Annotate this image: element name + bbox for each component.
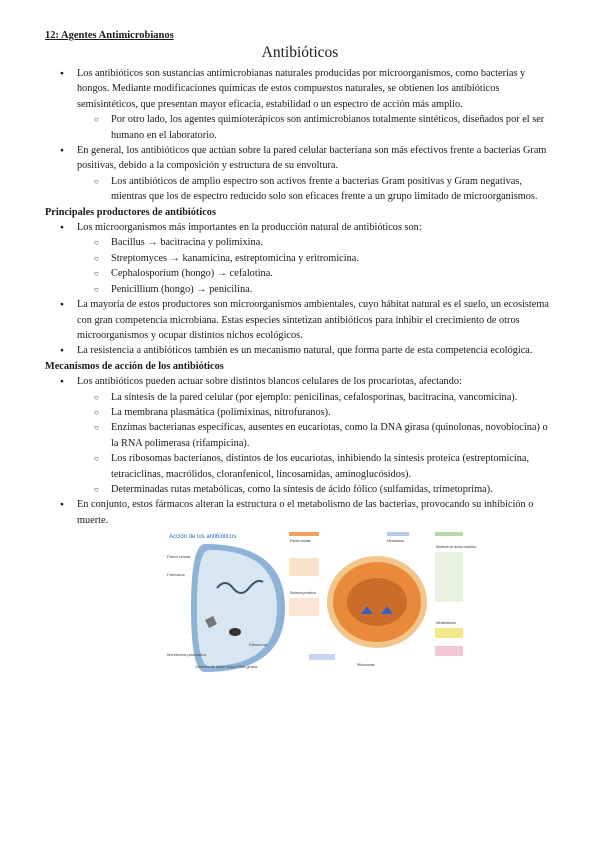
list-item <box>45 66 557 143</box>
producers-list <box>45 220 557 359</box>
figure-right-label: Ribosomas <box>357 663 375 668</box>
list-item: ○ Enzimas bacterianas específicas, ausentes en eucariotas, como la DNA girasa (quinolonas, novobiocina) o la RNA polimerasa (rifampicina). <box>77 420 557 451</box>
label-box <box>435 646 463 656</box>
figure-right-label: Pared celular <box>290 539 311 544</box>
figure-left-title: Acción de los antibióticos <box>169 534 237 541</box>
nucleoid-shape <box>347 578 407 626</box>
label-box <box>435 552 463 602</box>
intro-list <box>45 66 557 205</box>
figure-left-label: DNA girasa <box>237 664 258 670</box>
figure-left-label: Síntesis de ácido fólico <box>195 664 236 670</box>
list-item: ○ Cephalosporium (hongo) → cefalotina. <box>77 266 557 281</box>
list-item: ○ Los ribosomas bacterianos, distintos de los eucariotas, inhibiendo la síntesis proteica (estreptomicina, tetraciclinas, macrólidos, cloranfenicol, lincosamidas, aminoglucósidos). <box>77 451 557 482</box>
chapter-heading: 12: Agentes Antimicrobianos <box>45 30 174 41</box>
list-item <box>45 143 557 205</box>
label-box <box>309 654 335 660</box>
list-item: ○ La membrana plasmática (polimixinas, nitrofuranos). <box>77 405 557 420</box>
list-item: ● La resistencia a antibióticos también es un mecanismo natural, que forma parte de esta competencia ecológica. <box>45 343 557 358</box>
ribosome-shape <box>229 628 241 636</box>
figure-right-label: Metabolismo <box>436 621 456 626</box>
label-box <box>289 532 319 536</box>
label-box <box>435 532 463 536</box>
label-box <box>289 598 319 616</box>
label-box <box>435 628 463 638</box>
list-item: ○ Por otro lado, los agentes quimioterápicos son antimicrobianos totalmente sintéticos, diseñados por el ser humano en el laboratorio. <box>77 112 557 143</box>
list-item: ○ La síntesis de la pared celular (por ejemplo: penicilinas, cefalosporinas, bacitracina, vancomicina). <box>77 390 557 405</box>
list-item: ○ Bacillus → bacitracina y polimixina. <box>77 235 557 250</box>
figure-left-svg <box>165 528 281 674</box>
section-heading-mechanisms: Mecanismos de acción de los antibióticos <box>45 360 224 372</box>
figure-right-label: Síntesis proteica <box>290 591 316 596</box>
sub-list <box>77 112 557 143</box>
list-item <box>45 374 557 497</box>
intro-paragraph-1: Los antibióticos son sustancias antimicrobianas naturales producidas por microorganismos, como bacterias y hongos. Mediante modificaciones químicas de estos compuestos naturales, se obtienen los antibióticos semisintéticos, que presentan mayor eficacia, estabilidad o un espectro de acción más amplio. <box>77 68 526 110</box>
label-box <box>387 532 409 536</box>
label-box <box>289 558 319 576</box>
producers-sub-list <box>77 235 557 297</box>
document-body <box>45 66 557 678</box>
figure-right-svg <box>287 528 477 674</box>
mechanisms-list <box>45 374 557 528</box>
page-title: Antibióticos <box>261 44 339 61</box>
mechanisms-lead: Los antibióticos pueden actuar sobre distintos blancos celulares de los procariotas, afectando: <box>77 376 462 388</box>
list-item: ● La mayoría de estos productores son microorganismos ambientales, cuyo hábitat natural es el suelo, un ecosistema con gran competencia microbiana. Estas especies sintetizan antibióticos para inhibir el crecimiento de otros microorganismos y ocupar distintos nichos ecológicos. <box>45 297 557 343</box>
figure-left-label: Pared celular <box>167 554 191 560</box>
figure-left-label: Membrana plasmática <box>167 652 207 658</box>
producers-lead: Los microorganismos más importantes en la producción natural de antibióticos son: <box>77 222 422 234</box>
figure-antibiotic-targets <box>287 528 477 674</box>
section-heading-producers: Principales productores de antibióticos <box>45 206 216 218</box>
figures-row <box>45 528 557 678</box>
figure-right-label: Síntesis de ácido nucleico <box>436 545 477 550</box>
figure-left-label: Fármacos <box>167 572 185 578</box>
mechanisms-sub-list <box>77 390 557 498</box>
list-item <box>45 220 557 297</box>
figure-right-label: Membrana <box>387 539 404 544</box>
list-item: ○ Penicillium (hongo) → penicilina. <box>77 282 557 297</box>
list-item: ● En conjunto, estos fármacos alteran la estructura o el metabolismo de las bacterias, provocando su inhibición o muerte. <box>45 497 557 528</box>
figure-antibiotic-action <box>165 528 281 674</box>
list-item: ○ Determinadas rutas metabólicas, como la síntesis de ácido fólico (sulfamidas, trimetoprima). <box>77 482 557 497</box>
figure-left-label: Ribosoma <box>249 642 268 648</box>
list-item: ○ Los antibióticos de amplio espectro son activos frente a bacterias Gram positivas y Gram negativas, mientras que los de espectro reducido solo son eficaces frente a un grupo limitado de microorganismos. <box>77 174 557 205</box>
intro-paragraph-2: En general, los antibióticos que actúan sobre la pared celular bacteriana son más efectivos frente a bacterias Gram positivas, debido a la composición y estructura de su envoltura. <box>77 145 547 172</box>
sub-list <box>77 174 557 205</box>
list-item: ○ Streptomyces → kanamicina, estreptomicina y eritromicina. <box>77 251 557 266</box>
